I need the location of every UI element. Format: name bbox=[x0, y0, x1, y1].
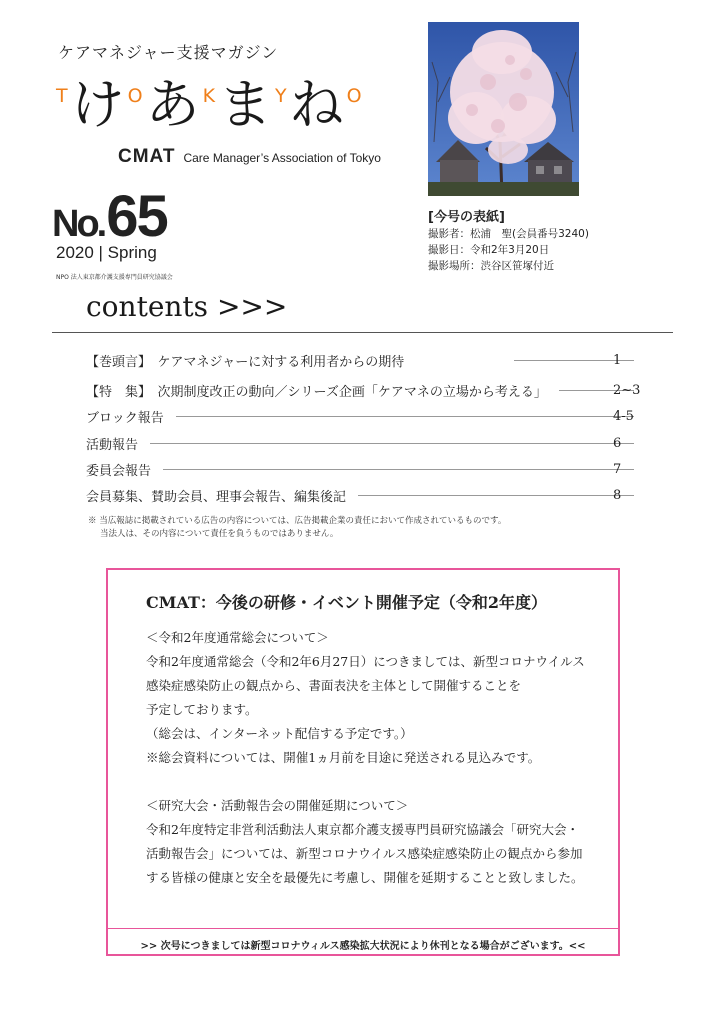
toc-item-page: 7 bbox=[613, 462, 622, 477]
toc-item-page: 6 bbox=[613, 436, 622, 451]
event-line: 令和2年度特定非営利活動法人東京都介護支援専門員研究協議会「研究大会・ bbox=[146, 822, 579, 837]
masthead-letter: O bbox=[127, 85, 143, 107]
masthead-letter: K bbox=[202, 85, 216, 107]
toc-item[interactable] bbox=[86, 350, 646, 370]
magazine-masthead bbox=[56, 62, 365, 134]
masthead-kana: あ bbox=[145, 73, 200, 136]
toc-leader bbox=[150, 443, 634, 444]
toc-item[interactable] bbox=[86, 433, 646, 453]
toc-leader bbox=[358, 495, 634, 496]
issue-number bbox=[52, 184, 167, 249]
event-line: 感染症感染防止の観点から、書面表決を主体として開催することを bbox=[146, 678, 522, 693]
toc-item-page: 2~3 bbox=[613, 383, 641, 398]
toc-item-page: 4-5 bbox=[613, 409, 634, 424]
event-notice-title: CMAT：今後の研修・イベント開催予定（令和2年度） bbox=[146, 593, 548, 612]
masthead-letter: T bbox=[56, 85, 68, 107]
cover-photographer: 撮影者：松浦 聖(会員番号3240) bbox=[428, 228, 589, 240]
masthead-letter: O bbox=[346, 85, 362, 107]
toc-item-title: 委員会報告 bbox=[86, 463, 152, 479]
org-abbreviation: CMAT bbox=[118, 146, 176, 167]
toc-item-title: 【特 集】 次期制度改正の動向／シリーズ企画「ケアマネの立場から考える」 bbox=[86, 384, 547, 400]
event-line: ＜研究大会・活動報告会の開催延期について＞ bbox=[146, 798, 409, 813]
masthead-kana: け bbox=[70, 73, 125, 136]
toc-item-title: 活動報告 bbox=[86, 437, 139, 453]
toc-item-title: 【巻頭言】 ケアマネジャーに対する利用者からの期待 bbox=[86, 354, 405, 370]
cover-caption-title: [今号の表紙] bbox=[428, 210, 505, 225]
suspension-notice: >> 次号につきましては新型コロナウィルス感染拡大状況により休刊となる場合がございます。<< bbox=[140, 941, 586, 952]
toc-leader bbox=[176, 416, 634, 417]
toc-item-title: ブロック報告 bbox=[86, 410, 164, 426]
organization-name bbox=[118, 146, 381, 168]
event-line: ＜令和2年度通常総会について＞ bbox=[146, 630, 329, 645]
toc-item[interactable] bbox=[86, 380, 646, 400]
toc-item[interactable] bbox=[86, 459, 646, 479]
toc-item-page: 8 bbox=[613, 488, 622, 503]
npo-line: NPO 法人東京都介護支援専門員研究協議会 bbox=[56, 274, 173, 281]
event-line: 活動報告会」については、新型コロナウイルス感染症感染防止の観点から参加 bbox=[146, 846, 583, 861]
toc-item-page: 1 bbox=[613, 353, 622, 368]
issue-prefix: No. bbox=[52, 203, 105, 245]
event-line: （総会は、インターネット配信する予定です。） bbox=[146, 726, 413, 741]
issue-season: 2020 | Spring bbox=[56, 243, 157, 262]
event-box-divider bbox=[108, 928, 618, 929]
masthead-letter: Y bbox=[275, 85, 287, 107]
masthead-kana: ね bbox=[289, 73, 344, 136]
ad-disclaimer-2: 当法人は、その内容について責任を負うものではありません。 bbox=[100, 529, 339, 539]
org-full-name: Care Manager’s Association of Tokyo bbox=[183, 151, 381, 165]
contents-heading: contents >>> bbox=[86, 290, 288, 323]
cover-location: 撮影場所：渋谷区笹塚付近 bbox=[428, 260, 554, 272]
toc-item-title: 会員募集、賛助会員、理事会報告、編集後記 bbox=[86, 489, 347, 505]
event-line: 予定しております。 bbox=[146, 702, 258, 717]
contents-divider bbox=[52, 332, 673, 333]
event-line: 令和2年度通常総会（令和2年6月27日）につきましては、新型コロナウイルス bbox=[146, 654, 585, 669]
cover-date: 撮影日：令和2年3月20日 bbox=[428, 244, 550, 256]
toc-item[interactable] bbox=[86, 406, 646, 426]
cover-photo bbox=[428, 22, 579, 196]
toc-leader bbox=[163, 469, 634, 470]
masthead-kana: ま bbox=[218, 73, 273, 136]
magazine-subtitle: ケアマネジャー支援マガジン bbox=[58, 43, 279, 62]
toc-item[interactable] bbox=[86, 485, 646, 505]
issue-number-value: 65 bbox=[106, 184, 167, 249]
event-line: する皆様の健康と安全を最優先に考慮し、開催を延期することと致しました。 bbox=[146, 870, 584, 885]
ad-disclaimer: ※ 当広報誌に掲載されている広告の内容については、広告掲載企業の責任において作成されているものです。 bbox=[88, 516, 507, 526]
event-line: ※総会資料については、開催1ヵ月前を目途に発送される見込みです。 bbox=[146, 750, 541, 765]
